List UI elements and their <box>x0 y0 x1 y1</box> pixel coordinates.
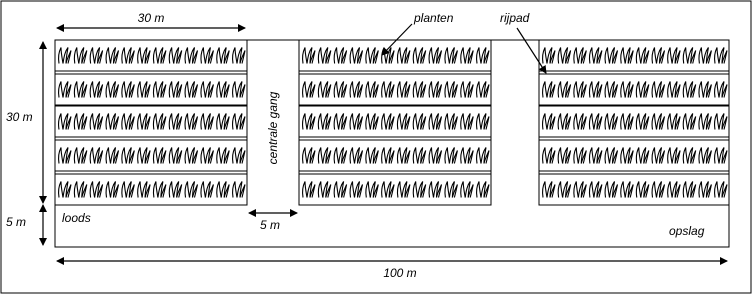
ride-path-label: rijpad <box>500 11 530 25</box>
width-30-label: 30 m <box>137 11 165 25</box>
bed-block-3 <box>539 40 729 205</box>
bed-blocks <box>55 40 729 205</box>
central-aisle-label: centrale gang <box>266 91 280 165</box>
plants-label: planten <box>414 11 454 25</box>
shed-label: loods <box>62 211 91 225</box>
bed-block-1 <box>55 40 247 205</box>
storage-label: opslag <box>669 224 705 238</box>
gap-5-label: 5 m <box>259 218 281 232</box>
height-30-label: 30 m <box>6 110 33 124</box>
bed-block-2 <box>299 40 491 205</box>
total-100-label: 100 m <box>383 266 417 280</box>
height-5-label: 5 m <box>6 215 27 229</box>
